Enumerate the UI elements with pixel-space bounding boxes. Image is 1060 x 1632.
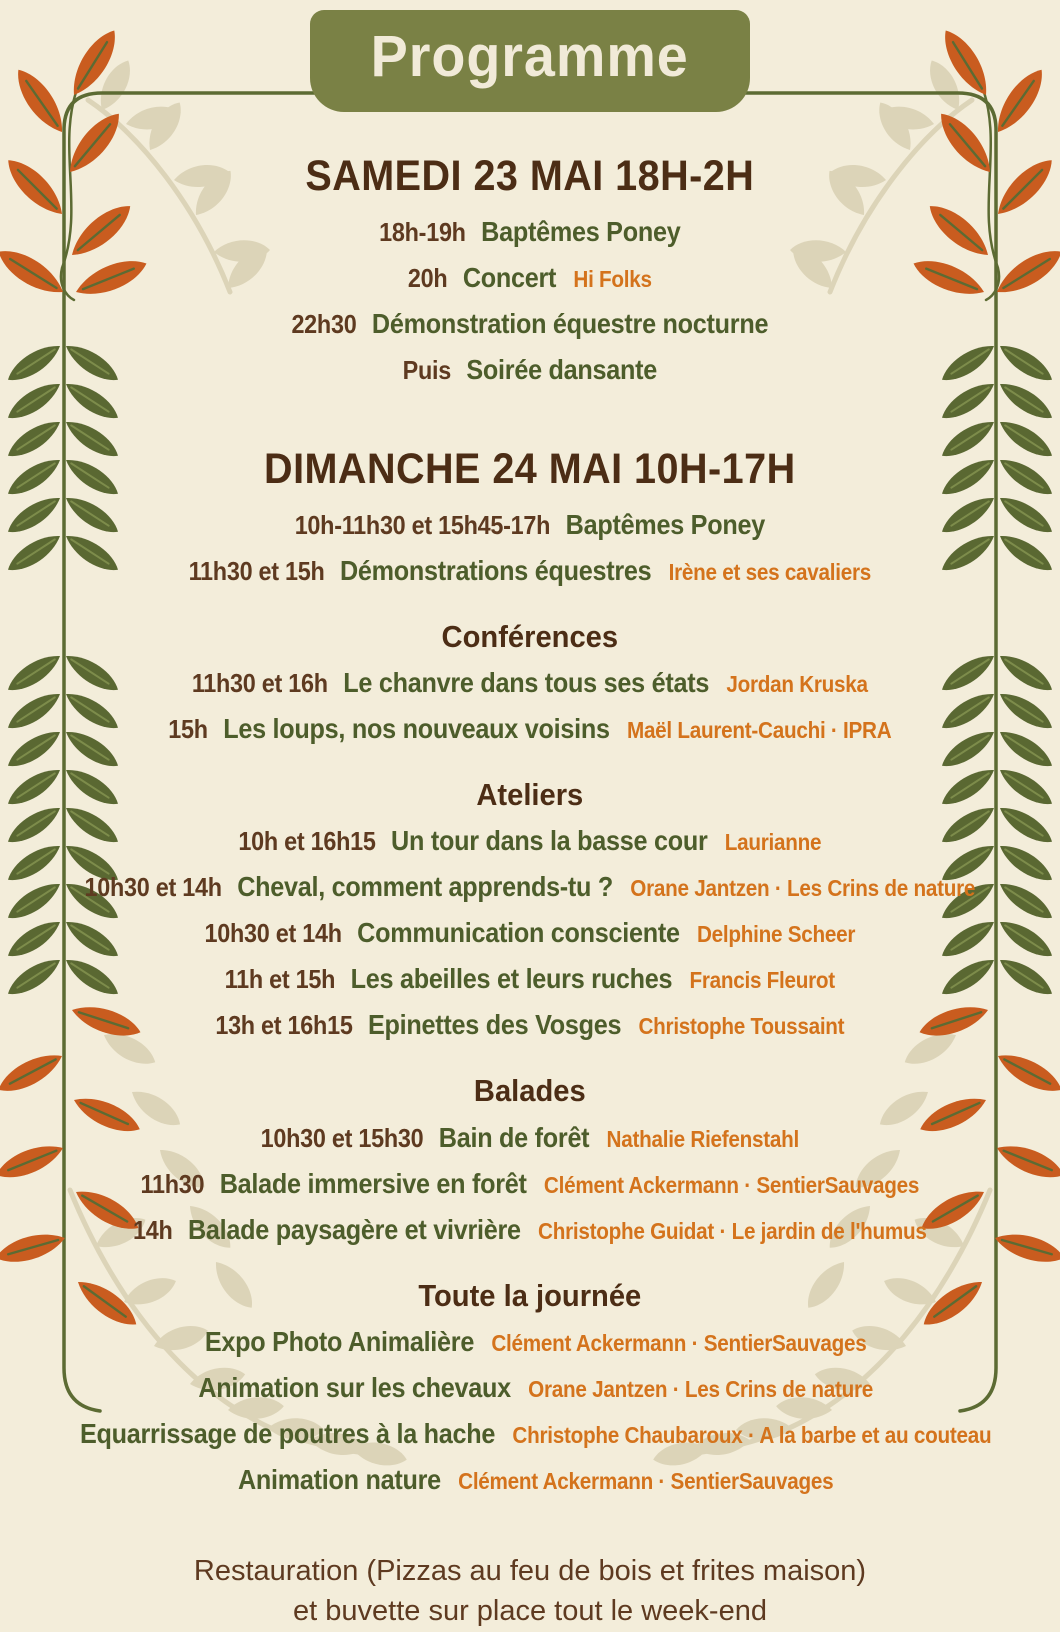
event-presenter: Nathalie Riefenstahl: [606, 1125, 800, 1152]
event-row: [68, 504, 991, 550]
event-row: [68, 1004, 991, 1050]
event-title: Les abeilles et leurs ruches: [350, 963, 673, 995]
event-presenter: Delphine Scheer: [697, 921, 856, 948]
event-presenter: Christophe Toussaint: [638, 1013, 845, 1040]
event-time: 11h30 et 15h: [188, 556, 325, 587]
event-time: 22h30: [291, 309, 357, 340]
event-time: Puis: [402, 355, 452, 386]
event-presenter: Maël Laurent-Cauchi · IPRA: [627, 717, 892, 744]
event-row: [68, 1321, 991, 1367]
event-row: [68, 708, 991, 754]
event-row: [68, 349, 991, 395]
event-time: 14h: [133, 1214, 173, 1245]
event-presenter: Hi Folks: [573, 266, 652, 293]
event-presenter: Orane Jantzen · Les Crins de nature: [630, 875, 976, 902]
footer-line2: et buvette sur place tout le week-end: [293, 1595, 767, 1628]
schedule: [17, 112, 1043, 1505]
event-title: Animation sur les chevaux: [198, 1371, 512, 1403]
day-heading: SAMEDI 23 MAI 18H-2H: [305, 152, 755, 200]
footer-note: [194, 1551, 866, 1632]
day-section: [17, 154, 1043, 395]
event-title: Baptêmes Poney: [565, 509, 766, 541]
event-title: Expo Photo Animalière: [205, 1325, 475, 1357]
event-presenter: Christophe Chaubaroux · A la barbe et au couteau: [512, 1421, 992, 1448]
event-title: Démonstration équestre nocturne: [372, 308, 769, 340]
event-row: [68, 1413, 991, 1459]
event-row: [68, 303, 991, 349]
event-row: [68, 1367, 991, 1413]
event-presenter: Jordan Kruska: [726, 671, 868, 698]
event-row: [68, 866, 991, 912]
event-presenter: Clément Ackermann · SentierSauvages: [544, 1171, 920, 1198]
group-heading: Conférences: [441, 619, 619, 655]
event-row: [68, 211, 991, 257]
event-presenter: Irène et ses cavaliers: [668, 559, 872, 586]
footer-line1: Restauration (Pizzas au feu de bois et frites maison): [193, 1554, 867, 1587]
group-heading: Balades: [474, 1073, 586, 1109]
event-title: Animation nature: [238, 1463, 442, 1495]
event-row: [68, 820, 991, 866]
group-heading: Ateliers: [476, 777, 584, 813]
event-row: [68, 1459, 991, 1505]
event-time: 18h-19h: [379, 217, 466, 248]
title-banner: [310, 10, 749, 112]
event-time: 10h30 et 14h: [84, 872, 222, 903]
event-time: 10h et 16h15: [238, 826, 376, 857]
day-body: [17, 211, 1043, 395]
event-title: Concert: [463, 262, 557, 294]
event-title: Equarrissage de poutres à la hache: [80, 1417, 496, 1449]
event-row: [68, 912, 991, 958]
event-time: 10h30 et 15h30: [260, 1122, 424, 1153]
event-presenter: Christophe Guidat · Le jardin de l'humus: [538, 1217, 927, 1244]
event-time: 20h: [408, 263, 448, 294]
event-time: 10h30 et 14h: [204, 918, 342, 949]
event-row: [68, 662, 991, 708]
event-presenter: Clément Ackermann · SentierSauvages: [491, 1329, 867, 1356]
event-title: Soirée dansante: [466, 354, 658, 386]
event-time: 13h et 16h15: [215, 1010, 353, 1041]
event-presenter: Orane Jantzen · Les Crins de nature: [528, 1375, 874, 1402]
event-row: [68, 257, 991, 303]
event-time: 11h30: [140, 1168, 205, 1199]
event-row: [68, 1163, 991, 1209]
event-time: 15h: [168, 714, 208, 745]
event-row: [68, 1117, 991, 1163]
day-body: [17, 504, 1043, 1504]
event-title: Communication consciente: [357, 917, 680, 949]
event-presenter: Laurianne: [724, 829, 822, 856]
event-row: [68, 550, 991, 596]
poster-title: Programme: [370, 24, 690, 89]
day-heading: DIMANCHE 24 MAI 10H-17H: [264, 445, 796, 494]
event-time: 10h-11h30 et 15h45-17h: [294, 510, 551, 541]
group-heading: Toute la journée: [418, 1277, 642, 1313]
event-title: Bain de forêt: [438, 1121, 590, 1153]
event-title: Les loups, nos nouveaux voisins: [223, 713, 610, 745]
event-title: Balade paysagère et vivrière: [188, 1213, 521, 1245]
event-title: Epinettes des Vosges: [368, 1009, 622, 1041]
event-row: [68, 958, 991, 1004]
event-title: Un tour dans la basse cour: [391, 825, 708, 857]
day-section: [17, 447, 1043, 1505]
event-title: Démonstrations équestres: [340, 555, 652, 587]
event-time: 11h30 et 16h: [192, 668, 328, 699]
event-title: Le chanvre dans tous ses états: [343, 667, 710, 699]
event-row: [68, 1209, 991, 1255]
event-title: Baptêmes Poney: [481, 216, 681, 248]
event-title: Cheval, comment apprends-tu ?: [237, 871, 614, 903]
event-presenter: Francis Fleurot: [689, 967, 836, 994]
event-presenter: Clément Ackermann · SentierSauvages: [458, 1467, 834, 1494]
event-title: Balade immersive en forêt: [219, 1167, 527, 1199]
event-time: 11h et 15h: [224, 964, 336, 995]
